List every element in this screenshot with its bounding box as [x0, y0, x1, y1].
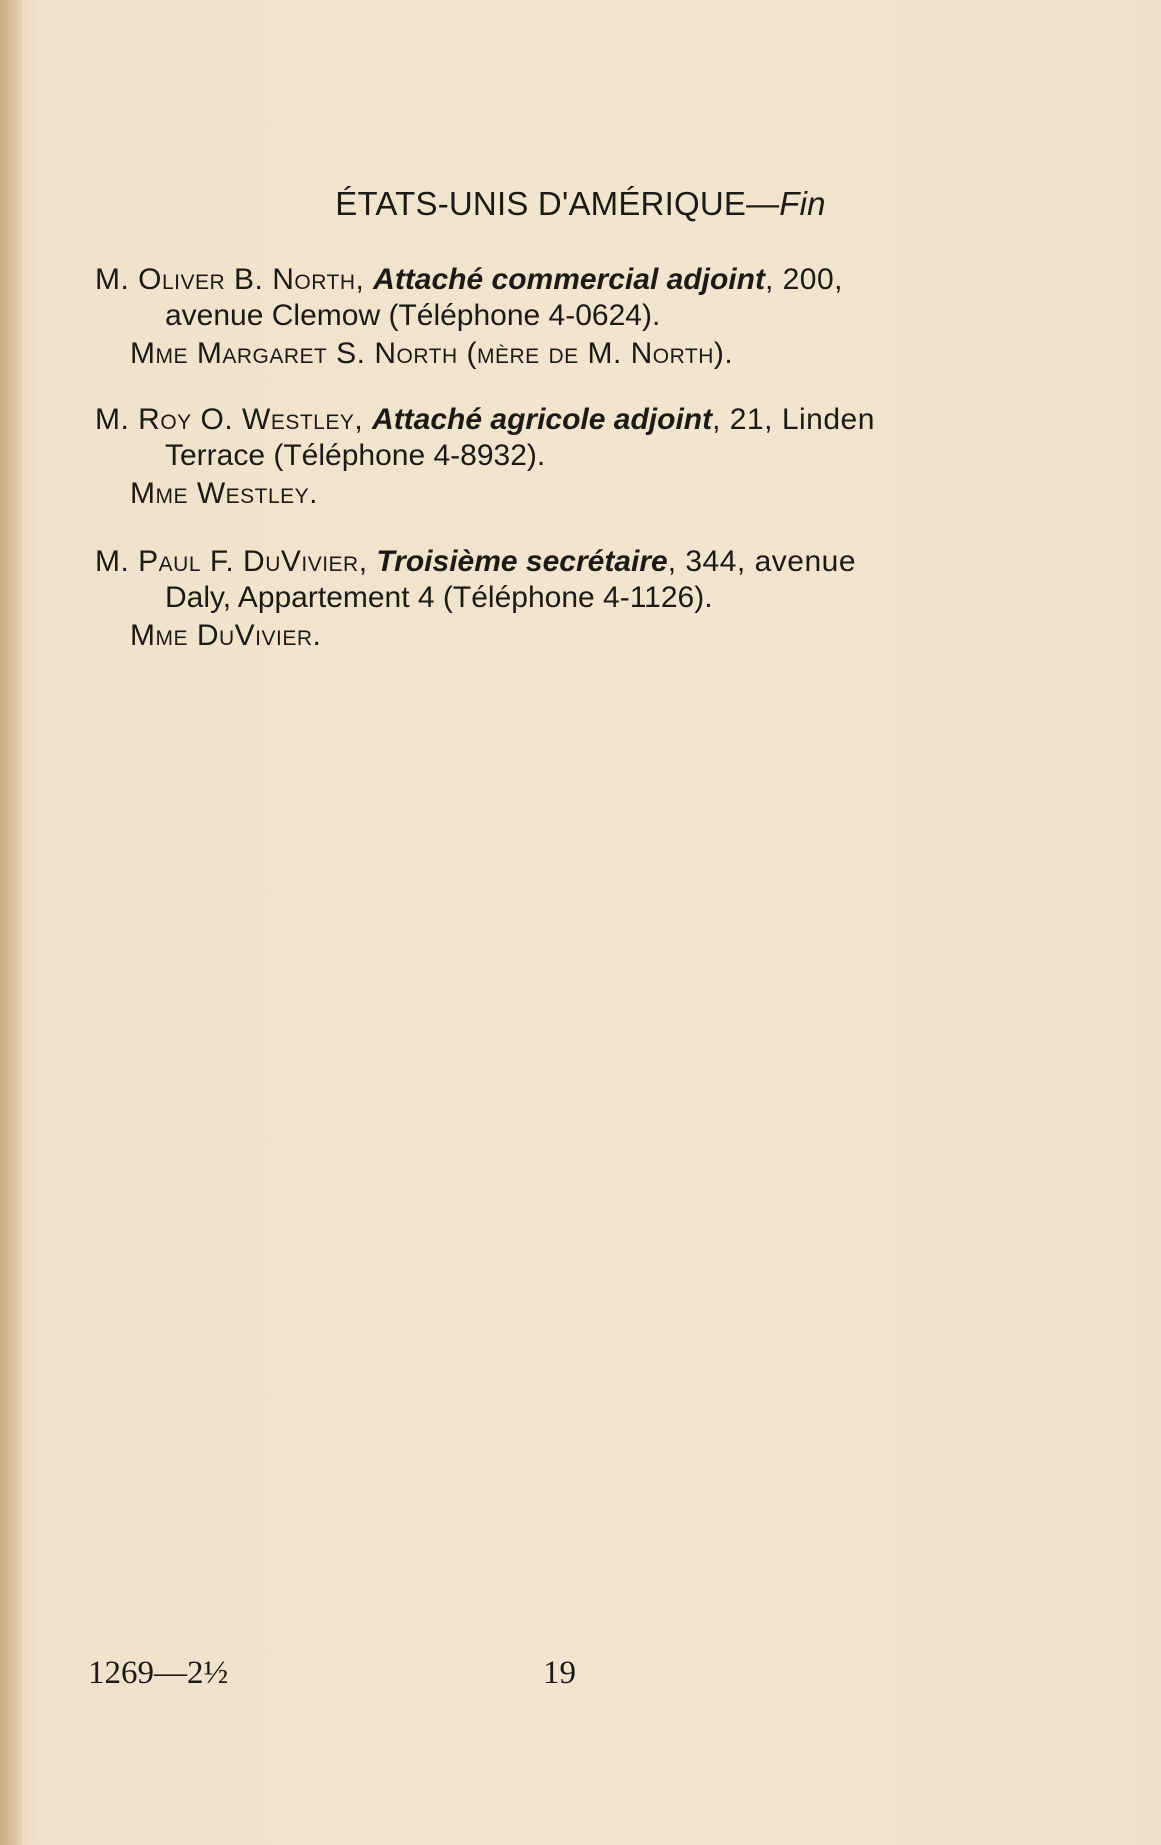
entry-spouse: Mme DuVivier. [130, 619, 322, 652]
entry-address-start: , 21, Linden [712, 403, 875, 436]
printer-signature: 1269—2½ [88, 1655, 229, 1691]
entry-spouse: Mme Westley. [130, 477, 319, 510]
entry-line-1 [95, 402, 1005, 438]
entry-title: Troisième secrétaire [376, 545, 668, 578]
header-title: ÉTATS-UNIS D'AMÉRIQUE— [335, 185, 780, 222]
entry-line-1 [95, 262, 1005, 298]
header-suffix: Fin [779, 185, 826, 222]
entry-name: M. Roy O. Westley, [95, 403, 373, 436]
entry-line-2: Daly, Appartement 4 (Téléphone 4-1126). [165, 581, 713, 614]
directory-entry [95, 262, 1005, 372]
entry-address-start: , 200, [764, 263, 843, 296]
entry-title: Attaché commercial adjoint [373, 263, 765, 296]
page-spine-shadow [0, 0, 22, 1845]
entry-name: M. Oliver B. North, [95, 263, 374, 296]
directory-entry [95, 544, 1005, 654]
entry-spouse: Mme Margaret S. North (mère de M. North). [130, 337, 734, 370]
entry-line-2: Terrace (Téléphone 4-8932). [165, 439, 546, 472]
entry-line-2: avenue Clemow (Téléphone 4-0624). [165, 299, 661, 332]
entry-title: Attaché agricole adjoint [372, 403, 713, 436]
entry-name: M. Paul F. DuVivier, [95, 545, 377, 578]
directory-entry [95, 402, 1005, 512]
entry-line-1 [95, 544, 1005, 580]
entry-address-start: , 344, avenue [667, 545, 857, 578]
page-number: 19 [543, 1655, 576, 1691]
page-header [0, 185, 1161, 223]
